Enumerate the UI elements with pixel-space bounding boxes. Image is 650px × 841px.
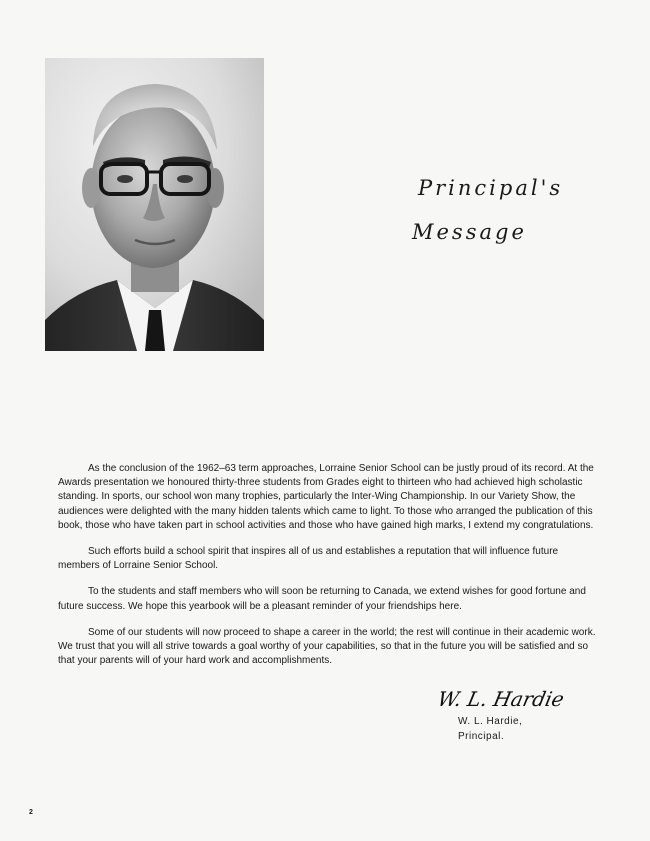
heading-message: Message xyxy=(412,220,527,244)
paragraph-1: As the conclusion of the 1962–63 term approaches, Lorraine Senior School can be justly proud of its record. At the Awards presentation we honoured thirty-three students from Grades eight to thirteen who had achieved high scholastic standing. In sports, our school won many trophies, particularly the Inter-Wing Championship. In our Variety Show, the audiences were delighted with the many hidden talents which came to light. To those who arranged the publication of this book, those who have taken part in school activities and those who have gained high marks, I extend my congratulations. xyxy=(58,463,594,531)
paragraph-2: Such efforts build a school spirit that inspires all of us and establishes a reputation that will influence future members of Lorraine Senior School. xyxy=(58,546,559,572)
signature-script: W. L. Hardie xyxy=(435,687,567,711)
page-number: 2 xyxy=(29,809,33,816)
paragraph-4: Some of our students will now proceed to shape a career in the world; the rest will continue in their academic work. We trust that you will all strive towards a goal worthy of your capabilities, so that in the future you will be satisfied and so that your parents will of your hard work and accomplishments. xyxy=(58,626,596,667)
message-body xyxy=(58,462,598,680)
heading-principals: Principal's xyxy=(418,176,564,200)
signer-title: Principal. xyxy=(458,731,505,742)
signature-block xyxy=(458,714,522,744)
handwritten-signature xyxy=(435,683,594,715)
signer-name: W. L. Hardie, xyxy=(458,716,523,727)
paragraph-3: To the students and staff members who will soon be returning to Canada, we extend wishes for good fortune and future success. We hope this yearbook will be a pleasant reminder of your friendships here. xyxy=(58,586,586,612)
principal-portrait-photo xyxy=(45,58,264,351)
portrait-image xyxy=(45,58,264,351)
